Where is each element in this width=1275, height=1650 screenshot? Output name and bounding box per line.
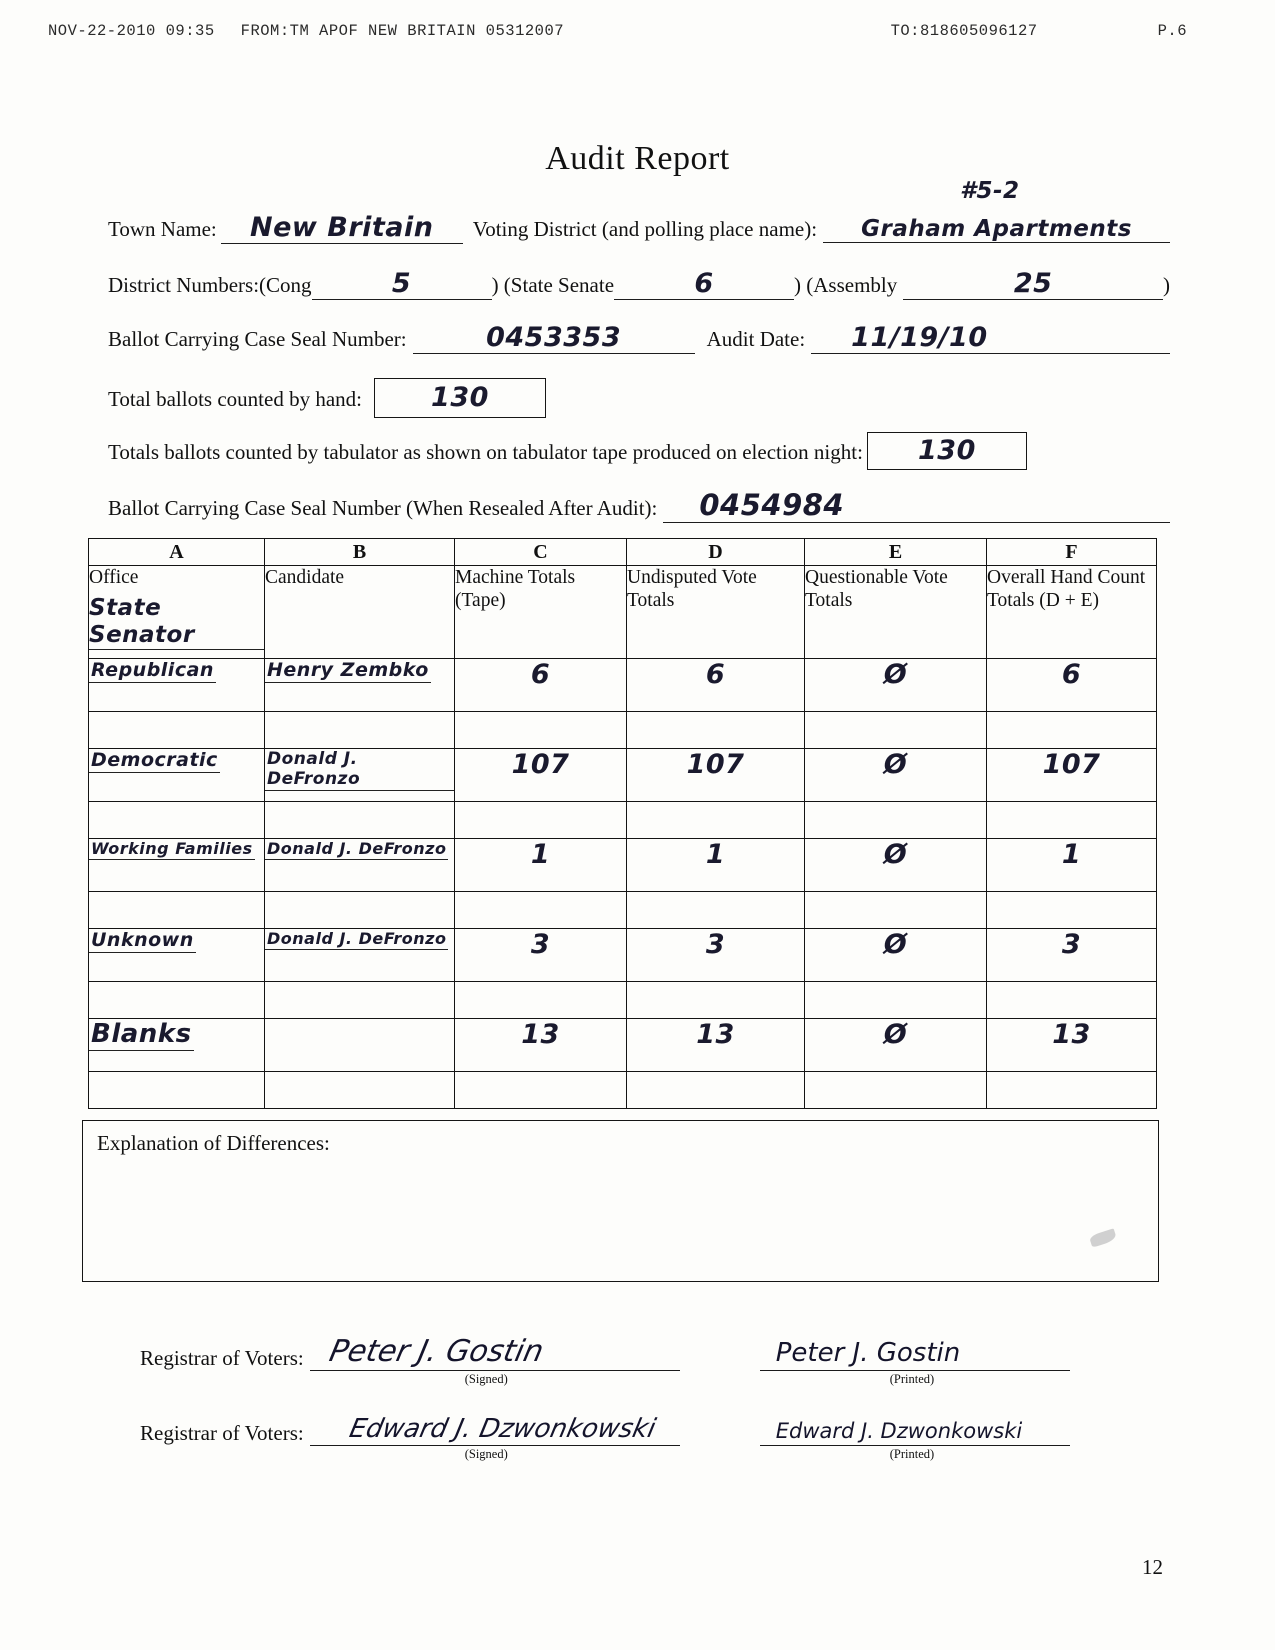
undisputed-value: 1 xyxy=(705,839,726,870)
audit-date-label: Audit Date: xyxy=(706,327,806,351)
printed-line-1 xyxy=(760,1330,1070,1386)
candidate-value: Donald J. DeFronzo xyxy=(267,929,447,948)
cell-candidate xyxy=(265,749,455,802)
table-row xyxy=(89,839,1157,892)
table-spacer-row xyxy=(89,892,1157,929)
header-questionable-totals: Questionable Vote Totals xyxy=(805,566,987,659)
questionable-value: Ø xyxy=(883,1019,908,1050)
spacer-cell xyxy=(89,892,265,929)
spacer-cell xyxy=(455,1072,627,1109)
cell-hand xyxy=(987,929,1157,982)
cong-value: 5 xyxy=(312,268,492,300)
header-undisputed-totals: Undisputed Vote Totals xyxy=(627,566,805,659)
cell-candidate xyxy=(265,659,455,712)
signed-caption-2: (Signed) xyxy=(464,1447,508,1461)
spacer-cell xyxy=(89,1072,265,1109)
spacer-cell xyxy=(987,982,1157,1019)
seal-number-value: 0453353 xyxy=(413,322,695,354)
signature-line-1 xyxy=(310,1330,680,1386)
cell-questionable xyxy=(805,1019,987,1072)
undisputed-value: 6 xyxy=(705,659,726,690)
cell-undisputed xyxy=(627,1019,805,1072)
tabulator-total-label: Totals ballots counted by tabulator as shown on tabulator tape produced on election night: xyxy=(108,440,863,464)
spacer-cell xyxy=(805,712,987,749)
assembly-value: 25 xyxy=(903,268,1163,300)
fax-datetime: NOV-22-2010 09:35 xyxy=(48,22,215,40)
office-value: Democratic xyxy=(91,749,218,771)
header-office-text: Office xyxy=(89,567,139,588)
table-spacer-row xyxy=(89,1072,1157,1109)
signature-1-printed: Peter J. Gostin xyxy=(775,1338,961,1368)
hand-value: 13 xyxy=(1052,1019,1091,1050)
table-spacer-row xyxy=(89,802,1157,839)
audit-date-value: 11/19/10 xyxy=(811,322,1170,354)
assembly-paren: ) xyxy=(1163,273,1170,297)
machine-value: 3 xyxy=(530,929,551,960)
cell-machine xyxy=(455,1019,627,1072)
spacer-cell xyxy=(627,982,805,1019)
voting-district-value: Graham Apartments xyxy=(823,216,1170,243)
cell-office xyxy=(89,839,265,892)
candidate-value: Donald J. DeFronzo xyxy=(265,749,454,791)
cell-candidate xyxy=(265,1019,455,1072)
spacer-cell xyxy=(627,1072,805,1109)
spacer-cell xyxy=(627,712,805,749)
machine-value: 13 xyxy=(521,1019,560,1050)
signature-row-1 xyxy=(140,1330,1170,1386)
signature-2-signed: Edward J. Dzwonkowski xyxy=(346,1414,659,1444)
cell-candidate xyxy=(265,929,455,982)
office-value: Working Families xyxy=(91,839,253,858)
spacer-cell xyxy=(265,982,455,1019)
district-annotation: #5-2 xyxy=(960,178,1020,204)
signature-row-2 xyxy=(140,1405,1170,1461)
spacer-cell xyxy=(627,802,805,839)
spacer-cell xyxy=(805,892,987,929)
cell-machine xyxy=(455,659,627,712)
hand-value: 1 xyxy=(1061,839,1082,870)
spacer-cell xyxy=(627,892,805,929)
cell-hand xyxy=(987,839,1157,892)
cell-hand xyxy=(987,659,1157,712)
hand-value: 3 xyxy=(1061,929,1082,960)
cell-questionable xyxy=(805,749,987,802)
table-spacer-row xyxy=(89,982,1157,1019)
candidate-value: Donald J. DeFronzo xyxy=(267,839,447,858)
hand-value: 107 xyxy=(1042,749,1101,780)
cell-candidate xyxy=(265,839,455,892)
town-name-label: Town Name: xyxy=(108,217,217,241)
cell-hand xyxy=(987,749,1157,802)
hand-total-box: 130 xyxy=(374,378,546,418)
questionable-value: Ø xyxy=(883,839,908,870)
machine-value: 6 xyxy=(530,659,551,690)
row-town-district xyxy=(108,212,1170,244)
row-district-numbers xyxy=(108,268,1170,300)
fax-header xyxy=(48,22,1227,40)
table-row xyxy=(89,659,1157,712)
spacer-cell xyxy=(455,892,627,929)
header-candidate: Candidate xyxy=(265,566,455,659)
tabulator-total-box: 130 xyxy=(867,432,1027,470)
state-senate-label: ) (State Senate xyxy=(491,273,615,297)
table-column-letters-row xyxy=(89,539,1157,566)
spacer-cell xyxy=(265,712,455,749)
spacer-cell xyxy=(987,712,1157,749)
cell-undisputed xyxy=(627,659,805,712)
district-numbers-label: District Numbers:(Cong xyxy=(108,273,312,297)
printed-caption-2: (Printed) xyxy=(889,1447,935,1461)
spacer-cell xyxy=(265,892,455,929)
spacer-cell xyxy=(455,712,627,749)
spacer-cell xyxy=(89,982,265,1019)
cell-machine xyxy=(455,929,627,982)
office-value: Unknown xyxy=(91,929,194,951)
questionable-value: Ø xyxy=(883,749,908,780)
seal-number-label: Ballot Carrying Case Seal Number: xyxy=(108,327,407,351)
row-tabulator-total xyxy=(108,432,1170,470)
cell-questionable xyxy=(805,929,987,982)
fax-from: FROM:TM APOF NEW BRITAIN 05312007 xyxy=(240,22,565,40)
spacer-cell xyxy=(265,1072,455,1109)
table-row xyxy=(89,749,1157,802)
assembly-label: ) (Assembly xyxy=(794,273,898,297)
cell-machine xyxy=(455,839,627,892)
spacer-cell xyxy=(805,982,987,1019)
cell-office xyxy=(89,659,265,712)
undisputed-value: 107 xyxy=(686,749,745,780)
page-title: Audit Report xyxy=(545,140,730,177)
spacer-cell xyxy=(805,802,987,839)
town-name-value: New Britain xyxy=(221,212,463,244)
row-hand-total xyxy=(108,378,1170,418)
undisputed-value: 13 xyxy=(696,1019,735,1050)
questionable-value: Ø xyxy=(883,929,908,960)
cell-office xyxy=(89,929,265,982)
reseal-value: 0454984 xyxy=(663,488,1170,523)
state-senate-value: 6 xyxy=(614,268,794,300)
spacer-cell xyxy=(89,712,265,749)
table-header-row xyxy=(89,566,1157,659)
col-letter-c: C xyxy=(455,539,627,566)
cell-questionable xyxy=(805,839,987,892)
questionable-value: Ø xyxy=(883,659,908,690)
reseal-label: Ballot Carrying Case Seal Number (When Resealed After Audit): xyxy=(108,496,658,520)
col-letter-f: F xyxy=(987,539,1157,566)
table-row xyxy=(89,1019,1157,1072)
signature-2-printed: Edward J. Dzwonkowski xyxy=(775,1419,1023,1443)
cell-undisputed xyxy=(627,929,805,982)
office-value: Republican xyxy=(91,659,214,681)
spacer-cell xyxy=(987,892,1157,929)
registrar-label-2: Registrar of Voters: xyxy=(140,1421,304,1445)
header-overall-hand-totals: Overall Hand Count Totals (D + E) xyxy=(987,566,1157,659)
spacer-cell xyxy=(455,982,627,1019)
registrar-label-1: Registrar of Voters: xyxy=(140,1346,304,1370)
candidate-value: Henry Zembko xyxy=(267,659,429,681)
table-row xyxy=(89,929,1157,982)
explanation-label: Explanation of Differences: xyxy=(97,1131,330,1155)
cell-machine xyxy=(455,749,627,802)
cell-undisputed xyxy=(627,839,805,892)
printed-line-2 xyxy=(760,1405,1070,1461)
col-letter-a: A xyxy=(89,539,265,566)
signature-1-signed: Peter J. Gostin xyxy=(325,1334,547,1369)
col-letter-d: D xyxy=(627,539,805,566)
machine-value: 107 xyxy=(511,749,570,780)
undisputed-value: 3 xyxy=(705,929,726,960)
office-value: Blanks xyxy=(91,1019,192,1049)
header-machine-totals: Machine Totals (Tape) xyxy=(455,566,627,659)
spacer-cell xyxy=(805,1072,987,1109)
printed-caption-1: (Printed) xyxy=(889,1372,935,1386)
machine-value: 1 xyxy=(530,839,551,870)
explanation-box xyxy=(82,1120,1159,1282)
col-letter-b: B xyxy=(265,539,455,566)
spacer-cell xyxy=(455,802,627,839)
header-office xyxy=(89,566,265,659)
fax-to: TO:818605096127 xyxy=(890,22,1038,40)
signed-caption-1: (Signed) xyxy=(464,1372,508,1386)
hand-value: 6 xyxy=(1061,659,1082,690)
spacer-cell xyxy=(265,802,455,839)
row-seal-date xyxy=(108,322,1170,354)
spacer-cell xyxy=(987,1072,1157,1109)
col-letter-e: E xyxy=(805,539,987,566)
fax-page: P.6 xyxy=(1157,22,1187,40)
cell-office xyxy=(89,749,265,802)
spacer-cell xyxy=(987,802,1157,839)
hand-total-label: Total ballots counted by hand: xyxy=(108,387,362,411)
spacer-cell xyxy=(89,802,265,839)
cell-undisputed xyxy=(627,749,805,802)
cell-questionable xyxy=(805,659,987,712)
office-handwritten: State Senator xyxy=(89,595,264,650)
row-reseal xyxy=(108,488,1170,523)
signature-line-2 xyxy=(310,1405,680,1461)
voting-district-label: Voting District (and polling place name): xyxy=(472,217,818,241)
audit-table xyxy=(88,538,1157,1109)
cell-office xyxy=(89,1019,265,1072)
table-spacer-row xyxy=(89,712,1157,749)
cell-hand xyxy=(987,1019,1157,1072)
page-number: 12 xyxy=(1142,1555,1163,1579)
